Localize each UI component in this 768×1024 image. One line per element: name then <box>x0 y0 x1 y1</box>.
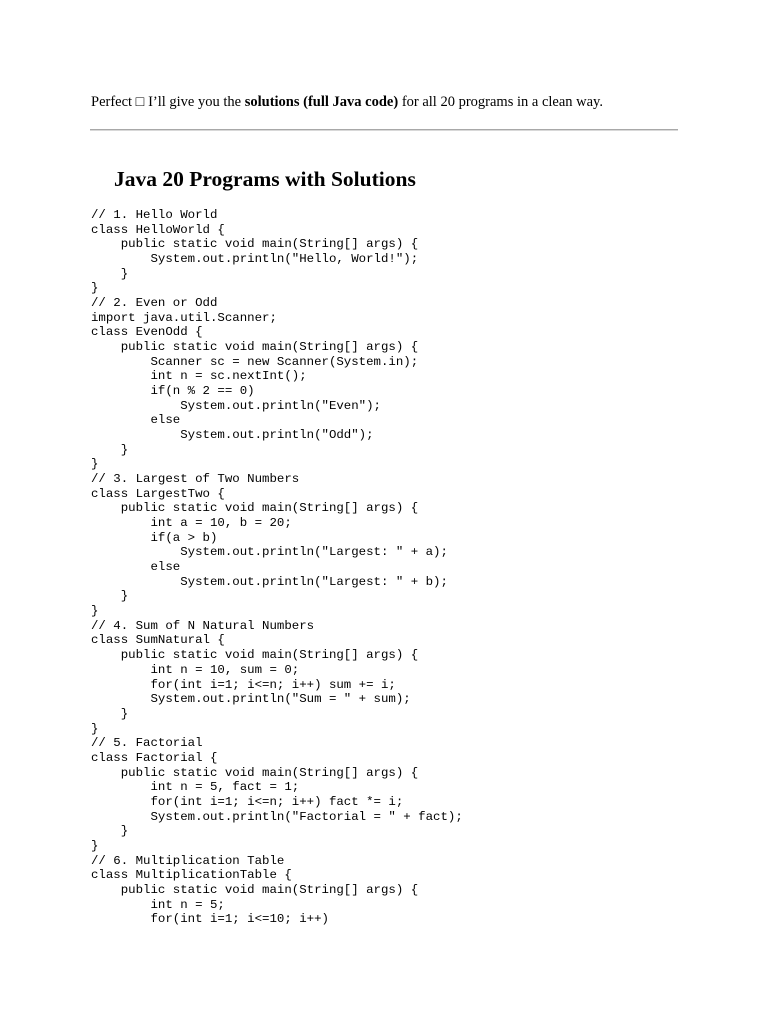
code-line: } <box>91 266 129 281</box>
code-line: } <box>91 442 129 457</box>
code-line: class MultiplicationTable { <box>91 868 292 883</box>
code-line: System.out.println("Sum = " + sum); <box>91 692 411 707</box>
intro-text-bold: solutions (full Java code) <box>244 94 399 110</box>
code-line: } <box>91 281 99 296</box>
code-line: class Factorial { <box>91 750 218 765</box>
code-line: } <box>91 838 99 853</box>
code-line: class LargestTwo { <box>91 486 225 501</box>
code-line: int n = 5; <box>91 897 225 912</box>
code-line: class EvenOdd { <box>91 325 203 340</box>
code-line: } <box>91 604 99 619</box>
intro-paragraph <box>91 93 691 111</box>
code-line: for(int i=1; i<=n; i++) fact *= i; <box>91 794 404 809</box>
code-line: } <box>91 589 129 604</box>
intro-text-suffix: for all 20 programs in a clean way. <box>398 94 603 110</box>
code-line: else <box>91 413 181 428</box>
code-line: public static void main(String[] args) { <box>91 648 419 663</box>
code-line: System.out.println("Factorial = " + fact); <box>91 809 463 824</box>
code-line: // 5. Factorial <box>91 736 203 751</box>
code-line: public static void main(String[] args) { <box>91 501 419 516</box>
code-line: class HelloWorld { <box>91 222 225 237</box>
code-line: public static void main(String[] args) { <box>91 882 419 897</box>
code-line: } <box>91 457 99 472</box>
code-line: System.out.println("Largest: " + b); <box>91 574 448 589</box>
code-line: System.out.println("Largest: " + a); <box>91 545 448 560</box>
code-line: } <box>91 824 129 839</box>
code-line: } <box>91 706 129 721</box>
code-line: // 4. Sum of N Natural Numbers <box>91 618 315 633</box>
intro-text-prefix: Perfect □ I’ll give you the <box>91 94 245 110</box>
code-line: public static void main(String[] args) { <box>91 237 419 252</box>
code-line: // 3. Largest of Two Numbers <box>91 472 300 487</box>
code-line: int a = 10, b = 20; <box>91 516 292 531</box>
code-block <box>91 208 731 927</box>
code-line: System.out.println("Odd"); <box>91 428 374 443</box>
code-line: // 6. Multiplication Table <box>91 853 285 868</box>
code-line: System.out.println("Hello, World!"); <box>91 252 419 267</box>
code-line: if(n % 2 == 0) <box>91 384 255 399</box>
code-line: if(a > b) <box>91 530 218 545</box>
code-line: } <box>91 721 99 736</box>
code-line: public static void main(String[] args) { <box>91 765 419 780</box>
page-heading: Java 20 Programs with Solutions <box>114 167 416 191</box>
code-line: for(int i=1; i<=n; i++) sum += i; <box>91 677 396 692</box>
horizontal-rule <box>90 129 678 131</box>
code-line: // 1. Hello World <box>91 208 218 222</box>
code-line: class SumNatural { <box>91 633 225 648</box>
code-line: else <box>91 560 181 575</box>
code-line: int n = 5, fact = 1; <box>91 780 300 795</box>
code-line: int n = 10, sum = 0; <box>91 662 300 677</box>
code-line: for(int i=1; i<=10; i++) <box>91 912 329 927</box>
code-line: Scanner sc = new Scanner(System.in); <box>91 354 419 369</box>
code-line: // 2. Even or Odd <box>91 296 218 311</box>
code-line: System.out.println("Even"); <box>91 398 381 413</box>
code-line: public static void main(String[] args) { <box>91 340 419 355</box>
code-line: int n = sc.nextInt(); <box>91 369 307 384</box>
code-line: import java.util.Scanner; <box>91 310 277 325</box>
